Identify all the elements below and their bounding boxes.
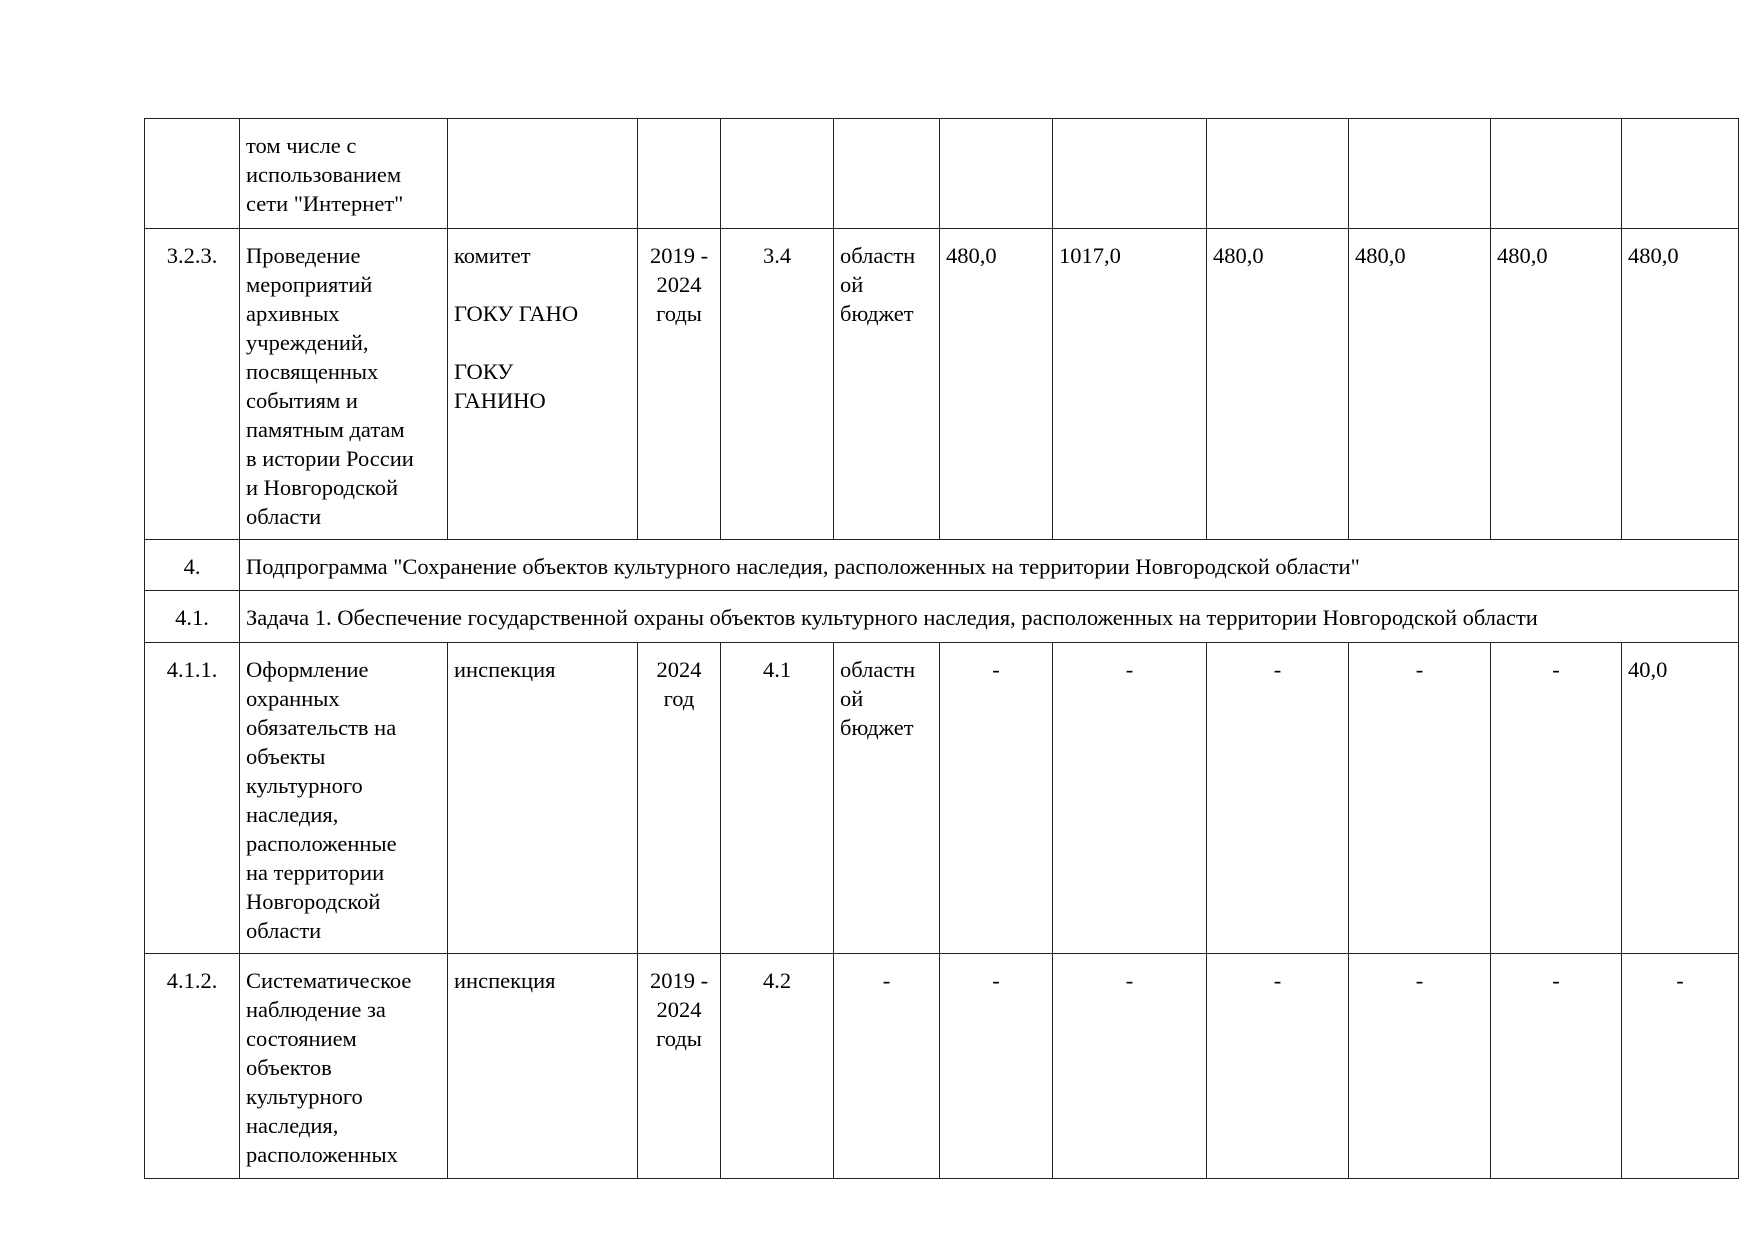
item-name-cell: Оформление охранных обязательств на объекты культурного наследия, расположенные на территории Новгородской области bbox=[240, 643, 448, 954]
value-2023-cell: - bbox=[1491, 643, 1622, 954]
value-2021-cell: - bbox=[1207, 643, 1349, 954]
value-2021-cell: - bbox=[1207, 954, 1349, 1179]
value-2019-cell: 480,0 bbox=[940, 229, 1053, 540]
item-name-cell: Проведение мероприятий архивных учреждений, посвященных событиям и памятным датам в истории России и Новгородской области bbox=[240, 229, 448, 540]
executor-cell: инспекция bbox=[448, 954, 638, 1179]
item-name-cell: том числе с использованием сети "Интернет" bbox=[240, 119, 448, 229]
period-cell bbox=[638, 119, 721, 229]
item-number-cell: 4.1. bbox=[145, 591, 240, 643]
item-number-cell: 4.1.2. bbox=[145, 954, 240, 1179]
item-number-cell: 4.1.1. bbox=[145, 643, 240, 954]
value-2024-cell bbox=[1622, 119, 1739, 229]
value-2023-cell: - bbox=[1491, 954, 1622, 1179]
item-name-cell: Систематическое наблюдение за состоянием объектов культурного наследия, расположенных bbox=[240, 954, 448, 1179]
funding-source-cell: - bbox=[834, 954, 940, 1179]
value-2022-cell: - bbox=[1349, 954, 1491, 1179]
value-2019-cell: - bbox=[940, 643, 1053, 954]
value-2023-cell: 480,0 bbox=[1491, 229, 1622, 540]
period-cell: 2019 - 2024 годы bbox=[638, 954, 721, 1179]
funding-source-cell: областн ой бюджет bbox=[834, 229, 940, 540]
table-row bbox=[145, 119, 1739, 229]
target-indicator-cell bbox=[721, 119, 834, 229]
table-row bbox=[145, 540, 1739, 591]
item-number-cell: 4. bbox=[145, 540, 240, 591]
value-2019-cell: - bbox=[940, 954, 1053, 1179]
executor-cell: инспекция bbox=[448, 643, 638, 954]
value-2022-cell bbox=[1349, 119, 1491, 229]
value-2019-cell bbox=[940, 119, 1053, 229]
task-title: Задача 1. Обеспечение государственной охраны объектов культурного наследия, расположенных на территории Новгородской области bbox=[240, 591, 1739, 643]
funding-source-cell: областн ой бюджет bbox=[834, 643, 940, 954]
value-2022-cell: 480,0 bbox=[1349, 229, 1491, 540]
target-indicator-cell: 4.1 bbox=[721, 643, 834, 954]
value-2023-cell bbox=[1491, 119, 1622, 229]
period-cell: 2019 - 2024 годы bbox=[638, 229, 721, 540]
table-row bbox=[145, 591, 1739, 643]
value-2020-cell bbox=[1053, 119, 1207, 229]
target-indicator-cell: 4.2 bbox=[721, 954, 834, 1179]
value-2022-cell: - bbox=[1349, 643, 1491, 954]
executor-cell: комитет ГОКУ ГАНО ГОКУ ГАНИНО bbox=[448, 229, 638, 540]
value-2024-cell: - bbox=[1622, 954, 1739, 1179]
value-2021-cell bbox=[1207, 119, 1349, 229]
executor-cell bbox=[448, 119, 638, 229]
table-row bbox=[145, 643, 1739, 954]
table-row bbox=[145, 229, 1739, 540]
value-2020-cell: - bbox=[1053, 643, 1207, 954]
item-number-cell: 3.2.3. bbox=[145, 229, 240, 540]
value-2024-cell: 40,0 bbox=[1622, 643, 1739, 954]
funding-source-cell bbox=[834, 119, 940, 229]
value-2020-cell: 1017,0 bbox=[1053, 229, 1207, 540]
value-2020-cell: - bbox=[1053, 954, 1207, 1179]
subprogram-title: Подпрограмма "Сохранение объектов культурного наследия, расположенных на территории Новгородской области" bbox=[240, 540, 1739, 591]
table-row bbox=[145, 954, 1739, 1179]
item-number-cell bbox=[145, 119, 240, 229]
value-2021-cell: 480,0 bbox=[1207, 229, 1349, 540]
value-2024-cell: 480,0 bbox=[1622, 229, 1739, 540]
period-cell: 2024 год bbox=[638, 643, 721, 954]
program-activities-table bbox=[144, 118, 1739, 1179]
target-indicator-cell: 3.4 bbox=[721, 229, 834, 540]
